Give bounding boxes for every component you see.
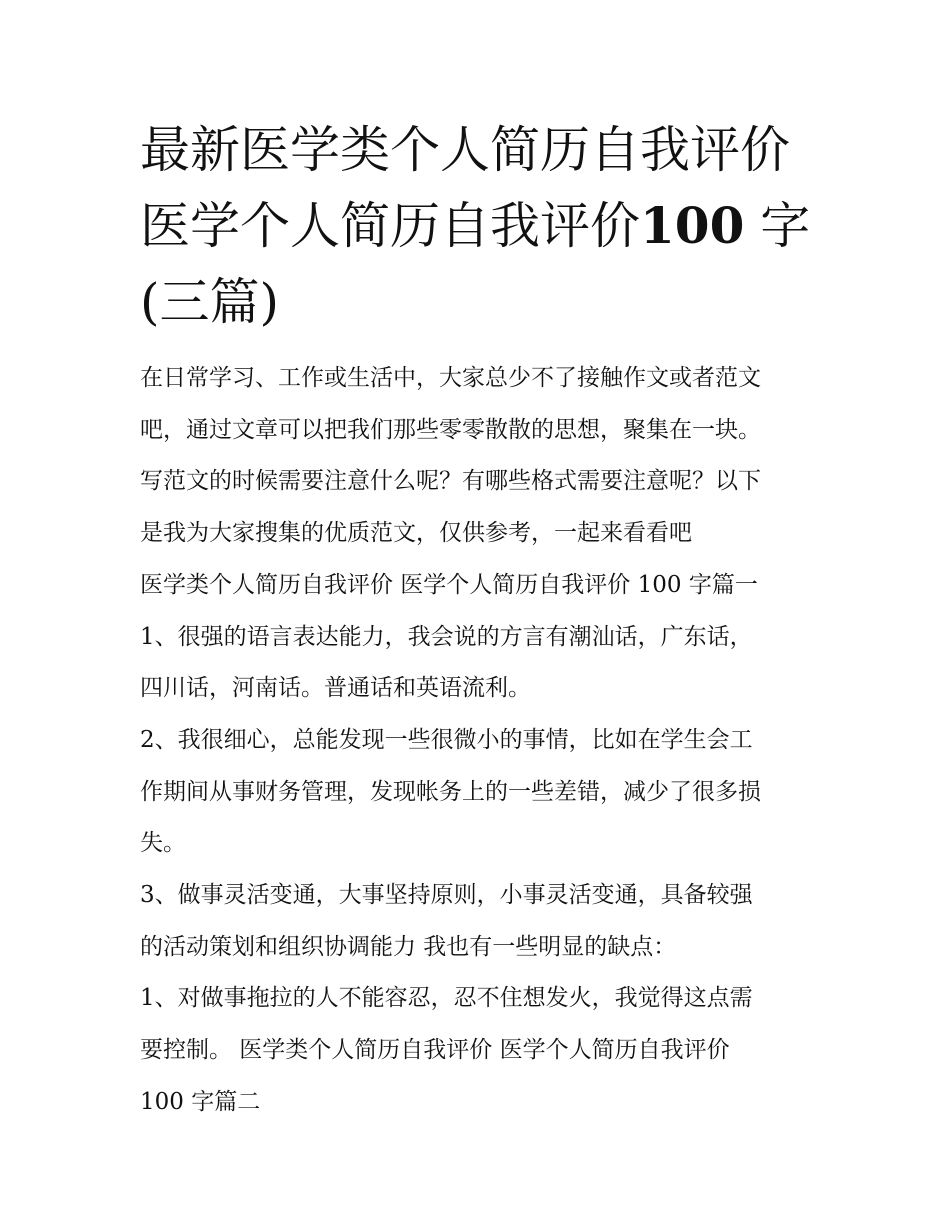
section-heading-2: 100 字篇二: [140, 1088, 261, 1115]
body-line: 要控制。 医学类个人简历自我评价 医学个人简历自我评价: [140, 1037, 730, 1064]
title-number: 100: [640, 196, 745, 255]
body-line: 是我为大家搜集的优质范文，仅供参考，一起来看看吧: [140, 520, 692, 547]
body-line: 1、很强的语言表达能力，我会说的方言有潮汕话，广东话，: [140, 623, 753, 650]
body-line: 1、对做事拖拉的人不能容忍，忍不住想发火，我觉得这点需: [140, 985, 753, 1012]
body-line: 四川话，河南话。普通话和英语流利。: [140, 675, 531, 702]
body-line: 吧，通过文章可以把我们那些零零散散的思想，聚集在一块。: [140, 416, 761, 443]
title-line-2-text: 医学个人简历自我评价: [140, 197, 640, 255]
body-line: 写范文的时候需要注意什么呢？有哪些格式需要注意呢？以下: [140, 468, 761, 495]
title-line-3: (三篇): [140, 273, 280, 331]
title-line-2: [140, 188, 820, 264]
title-line-1: 最新医学类个人简历自我评价: [140, 121, 790, 179]
body-line: 2、我很细心，总能发现一些很微小的事情，比如在学生会工: [140, 726, 753, 753]
body-line: 3、做事灵活变通，大事坚持原则，小事灵活变通，具备较强: [140, 882, 753, 909]
body-line: 作期间从事财务管理，发现帐务上的一些差错，减少了很多损: [140, 778, 761, 805]
document-title: [140, 112, 820, 340]
body-line: 在日常学习、工作或生活中，大家总少不了接触作文或者范文: [140, 365, 761, 391]
body-line: 失。: [140, 830, 186, 857]
title-unit: 字: [760, 197, 811, 255]
body-line: 的活动策划和组织协调能力 我也有一些明显的缺点：: [140, 933, 677, 960]
section-heading-1: 医学类个人简历自我评价 医学个人简历自我评价 100 字篇一: [140, 571, 758, 598]
document-body: [140, 353, 830, 1129]
